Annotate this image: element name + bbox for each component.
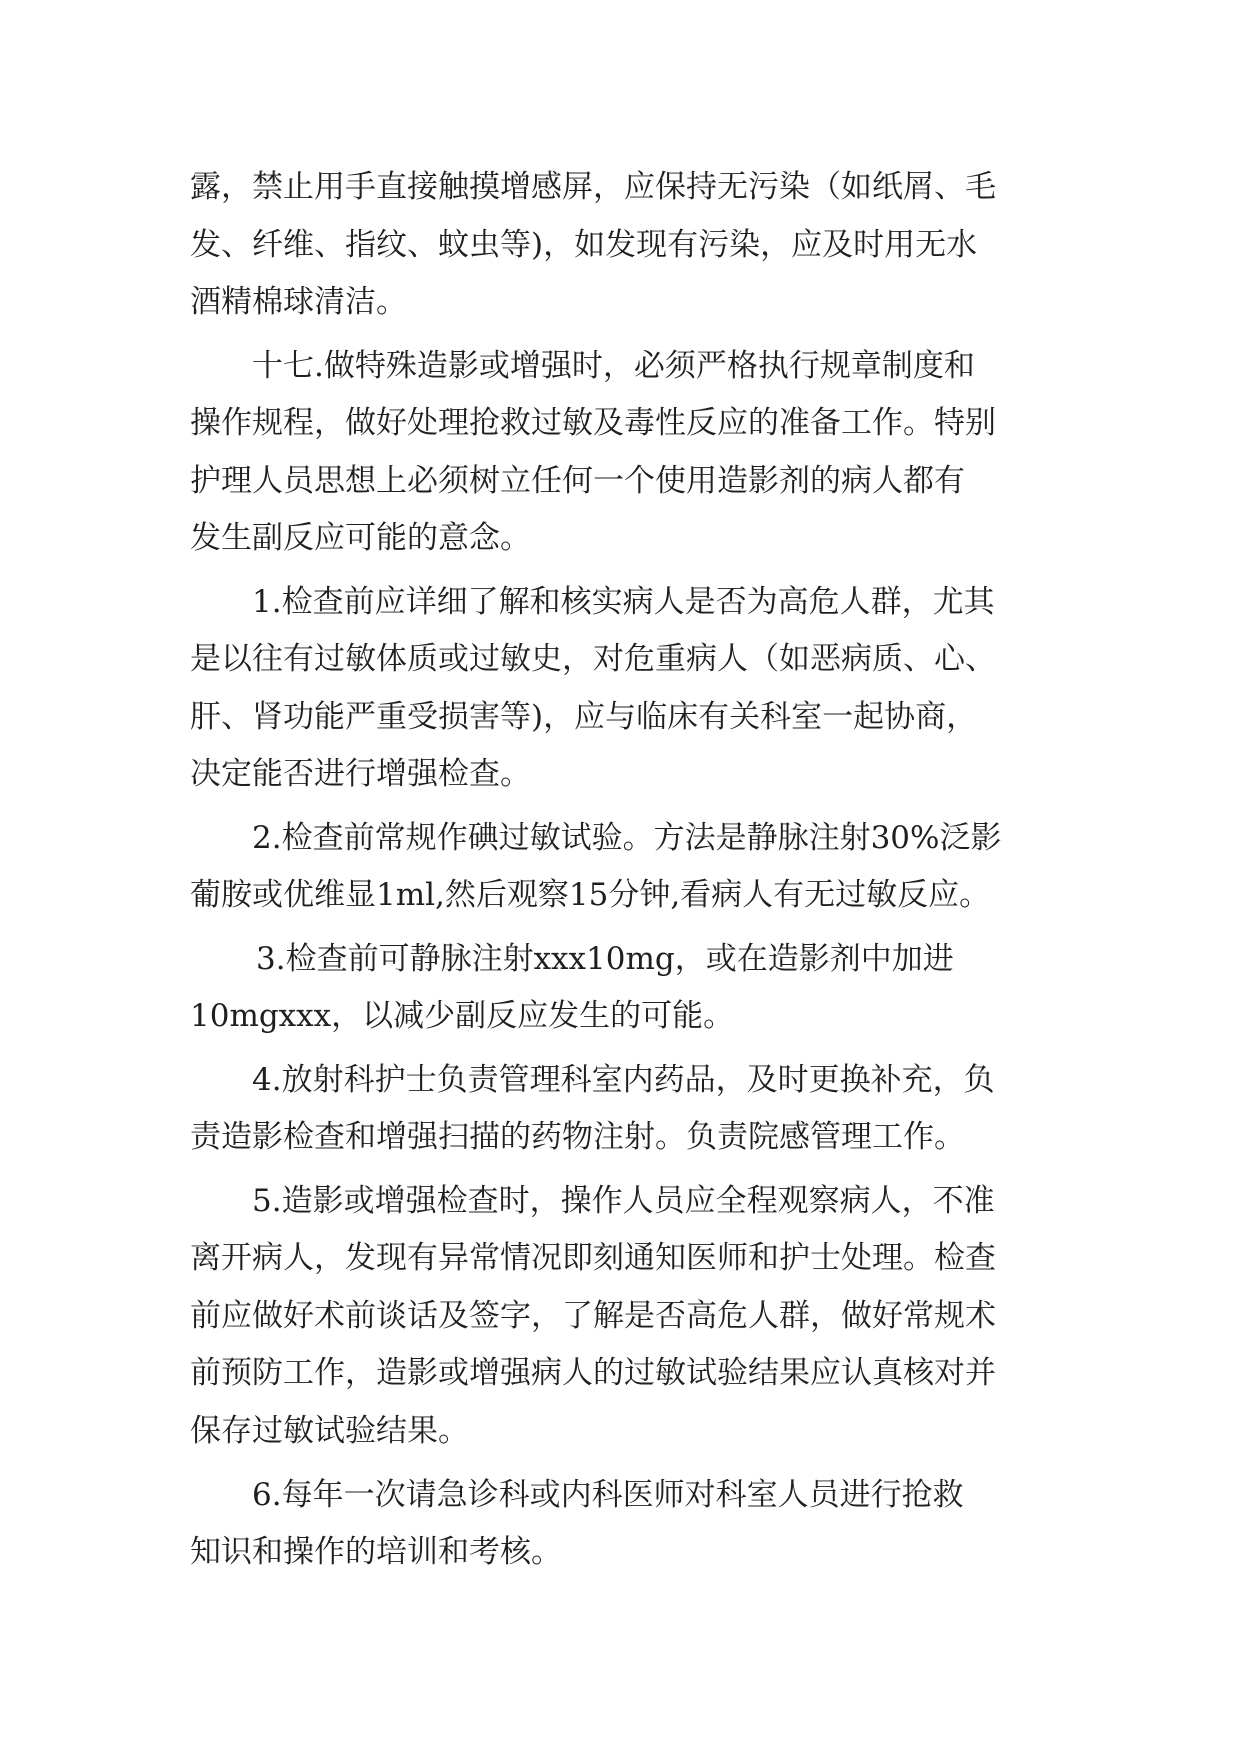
text-line: 4.放射科护士负责管理科室内药品，及时更换补充，负 bbox=[252, 1062, 995, 1098]
text-line: 发、纤维、指纹、蚊虫等)，如发现有污染，应及时用无水 bbox=[190, 227, 978, 263]
text-line: 是以往有过敏体质或过敏史，对危重病人（如恶病质、心、 bbox=[190, 641, 996, 677]
text-line: 3.检查前可静脉注射xxx10mg，或在造影剂中加进 bbox=[256, 941, 954, 977]
text-line: 前预防工作，造影或增强病人的过敏试验结果应认真核对并 bbox=[190, 1355, 996, 1391]
text-line: 1.检查前应详细了解和核实病人是否为高危人群，尤其 bbox=[252, 584, 995, 620]
text-line: 护理人员思想上必须树立任何一个使用造影剂的病人都有 bbox=[190, 463, 965, 499]
text-line: 10mgxxx，以减少副反应发生的可能。 bbox=[190, 998, 735, 1034]
text-line: 责造影检查和增强扫描的药物注射。负责院感管理工作。 bbox=[190, 1119, 965, 1155]
text-line: 离开病人，发现有异常情况即刻通知医师和护士处理。检查 bbox=[190, 1240, 996, 1276]
text-line: 酒精棉球清洁。 bbox=[190, 284, 407, 320]
text-line: 前应做好术前谈话及签字，了解是否高危人群，做好常规术 bbox=[190, 1298, 996, 1334]
text-line: 发生副反应可能的意念。 bbox=[190, 520, 531, 556]
text-line: 知识和操作的培训和考核。 bbox=[190, 1534, 562, 1570]
text-line: 5.造影或增强检查时，操作人员应全程观察病人，不准 bbox=[252, 1183, 995, 1219]
text-line: 葡胺或优维显1ml,然后观察15分钟,看病人有无过敏反应。 bbox=[190, 877, 991, 913]
text-line: 决定能否进行增强检查。 bbox=[190, 756, 531, 792]
text-line: 操作规程，做好处理抢救过敏及毒性反应的准备工作。特别 bbox=[190, 405, 996, 441]
text-line: 肝、肾功能严重受损害等)，应与临床有关科室一起协商， bbox=[190, 699, 978, 735]
text-line: 保存过敏试验结果。 bbox=[190, 1413, 469, 1449]
text-line: 露，禁止用手直接触摸增感屏，应保持无污染（如纸屑、毛 bbox=[190, 169, 996, 205]
text-line: 十七.做特殊造影或增强时，必须严格执行规章制度和 bbox=[252, 348, 975, 384]
text-line: 2.检查前常规作碘过敏试验。方法是静脉注射30%泛影 bbox=[252, 820, 1002, 856]
text-line: 6.每年一次请急诊科或内科医师对科室人员进行抢救 bbox=[252, 1477, 964, 1513]
